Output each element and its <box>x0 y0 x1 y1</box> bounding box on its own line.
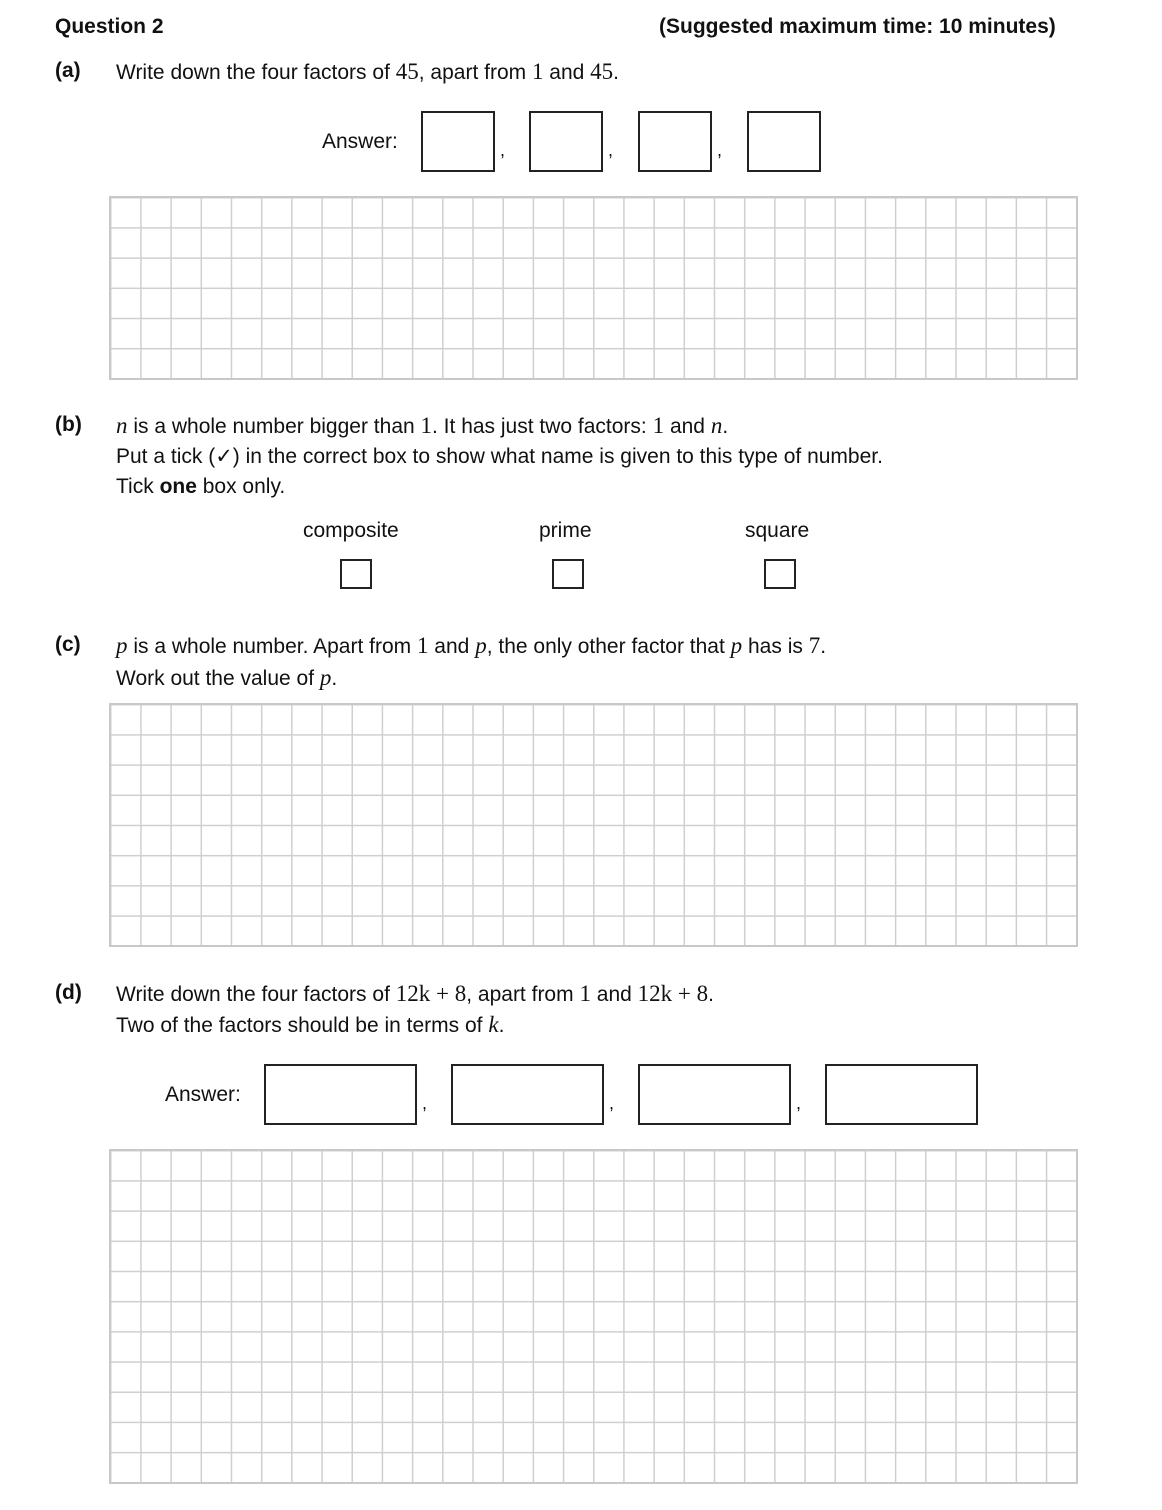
separator: , <box>609 1093 615 1113</box>
separator: , <box>422 1093 428 1113</box>
part-c-line-1: p is a whole number. Apart from 1 and p, the only other factor that p has is 7. <box>116 633 827 658</box>
time-note: (Suggested maximum time: 10 minutes) <box>659 15 1056 38</box>
prime-tick-box[interactable] <box>552 559 584 589</box>
part-a-label: (a) <box>55 59 81 82</box>
part-d-label: (d) <box>55 981 82 1004</box>
part-c-line-2: Work out the value of p. <box>116 665 338 690</box>
question-title: Question 2 <box>55 15 164 38</box>
option-prime-label: prime <box>539 519 592 542</box>
part-d-answer-box-2[interactable] <box>451 1064 604 1125</box>
part-a-question: Write down the four factors of 45, apart from 1 and 45. <box>116 59 620 84</box>
part-a-answer-label: Answer: <box>322 130 398 153</box>
part-d-answer-box-3[interactable] <box>638 1064 791 1125</box>
part-a-answer-box-4[interactable] <box>747 111 821 172</box>
part-a-answer-box-1[interactable] <box>421 111 495 172</box>
separator: , <box>500 140 506 160</box>
separator: , <box>608 140 614 160</box>
separator: , <box>717 140 723 160</box>
part-b-line-3: Tick one box only. <box>116 475 286 498</box>
option-composite-label: composite <box>303 519 399 542</box>
part-d-answer-label: Answer: <box>165 1083 241 1106</box>
part-b-line-1: n is a whole number bigger than 1. It has just two factors: 1 and n. <box>116 413 729 438</box>
part-d-line-1: Write down the four factors of 12k + 8, apart from 1 and 12k + 8. <box>116 981 714 1006</box>
separator: , <box>796 1093 802 1113</box>
part-b-line-2: Put a tick (✓) in the correct box to show what name is given to this type of number. <box>116 445 883 468</box>
part-c-working-grid[interactable] <box>109 703 1078 947</box>
composite-tick-box[interactable] <box>340 559 372 589</box>
square-tick-box[interactable] <box>764 559 796 589</box>
part-a-working-grid[interactable] <box>109 196 1078 380</box>
part-a-answer-box-3[interactable] <box>638 111 712 172</box>
part-c-label: (c) <box>55 633 81 656</box>
part-d-working-grid[interactable] <box>109 1149 1078 1484</box>
part-b-label: (b) <box>55 413 82 436</box>
option-square-label: square <box>745 519 810 542</box>
part-d-answer-box-1[interactable] <box>264 1064 417 1125</box>
part-d-answer-box-4[interactable] <box>825 1064 978 1125</box>
part-a-answer-box-2[interactable] <box>529 111 603 172</box>
part-d-line-2: Two of the factors should be in terms of k. <box>116 1012 505 1037</box>
